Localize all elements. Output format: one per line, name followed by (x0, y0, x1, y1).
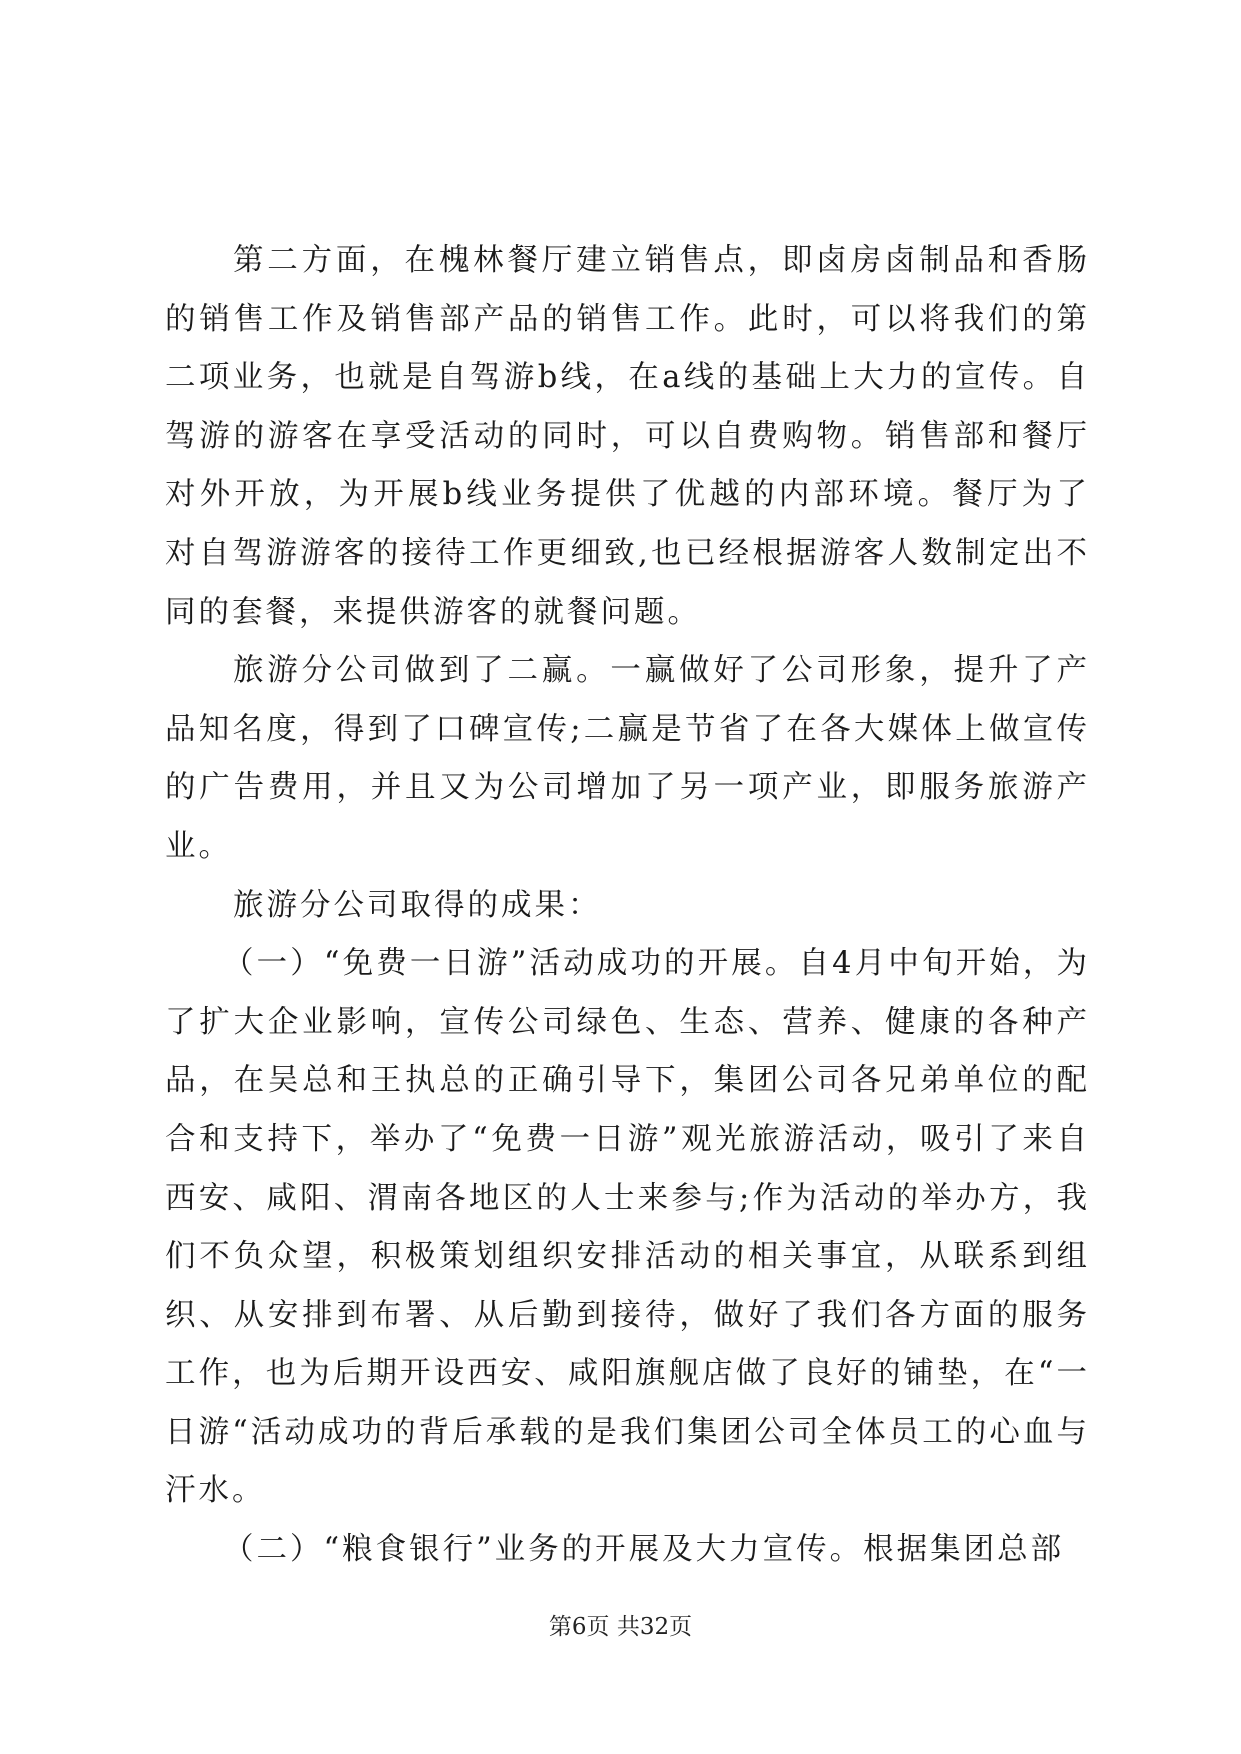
paragraph-item-one: （一）“免费一日游”活动成功的开展。自4月中旬开始，为了扩大企业影响，宣传公司绿色、生态、营养、健康的各种产品，在吴总和王执总的正确引导下，集团公司各兄弟单位的配合和支持下，举办了“免费一日游”观光旅游活动，吸引了来自西安、咸阳、渭南各地区的人士来参与;作为活动的举办方，我们不负众望，积极策划组织安排活动的相关事宜，从联系到组织、从安排到布署、从后勤到接待，做好了我们各方面的服务工作，也为后期开设西安、咸阳旗舰店做了良好的铺垫，在“一日游“活动成功的背后承载的是我们集团公司全体员工的心血与汗水。 (165, 946, 1090, 1509)
paragraph-double-win: 旅游分公司做到了二赢。一赢做好了公司形象，提升了产品知名度，得到了口碑宣传;二赢是节省了在各大媒体上做宣传的广告费用，并且又为公司增加了另一项产业，即服务旅游产业。 (165, 653, 1090, 864)
paragraph-item-two: （二）“粮食银行”业务的开展及大力宣传。根据集团总部 (223, 1532, 1065, 1568)
paragraph-results-heading: 旅游分公司取得的成果： (233, 887, 602, 923)
paragraph-sales-point: 第二方面，在槐林餐厅建立销售点，即卤房卤制品和香肠的销售工作及销售部产品的销售工作。此时，可以将我们的第二项业务，也就是自驾游b线，在a线的基础上大力的宣传。自驾游的游客在享受活动的同时，可以自费购物。销售部和餐厅对外开放，为开展b线业务提供了优越的内部环境。餐厅为了对自驾游游客的接待工作更细致,也已经根据游客人数制定出不同的套餐，来提供游客的就餐问题。 (165, 243, 1090, 630)
page-number-footer: 第6页 共32页 (548, 1614, 693, 1640)
document-body (165, 232, 1090, 1580)
